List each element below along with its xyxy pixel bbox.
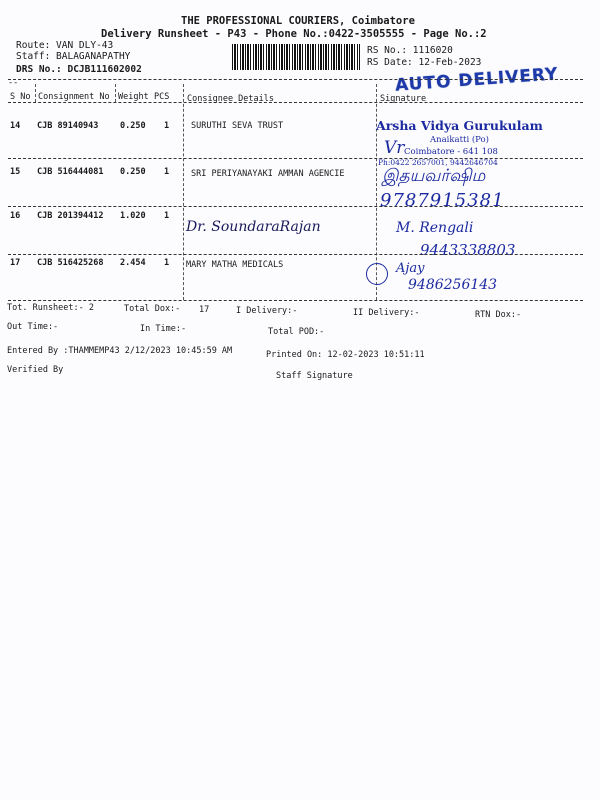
row-rule bbox=[8, 206, 583, 207]
row-consignment: CJB 516425268 bbox=[37, 258, 104, 268]
row-pcs: 1 bbox=[164, 121, 170, 131]
col-header-consignee: Consignee Details bbox=[187, 94, 274, 104]
barcode bbox=[232, 44, 360, 70]
row-consignment: CJB 201394412 bbox=[37, 211, 104, 221]
col-divider bbox=[35, 84, 36, 102]
row-sno: 14 bbox=[10, 121, 21, 131]
row-sno: 16 bbox=[10, 211, 21, 221]
rtn-dox-label: RTN Dox:- bbox=[475, 310, 522, 320]
row-weight: 1.020 bbox=[120, 211, 146, 221]
staff-label: Staff: BALAGANAPATHY bbox=[16, 51, 131, 62]
row-consignee: SRI PERIYANAYAKI AMMAN AGENCIE bbox=[191, 169, 345, 179]
in-time-label: In Time:- bbox=[140, 324, 187, 334]
row-consignee: SURUTHI SEVA TRUST bbox=[191, 121, 284, 131]
seal-line3: Ph:0422 2657001, 9442646704 bbox=[378, 158, 498, 167]
row-weight: 0.250 bbox=[120, 121, 146, 131]
handwritten-name: M. Rengali bbox=[396, 220, 474, 236]
entered-by: Entered By :THAMMEMP43 2/12/2023 10:45:59 AM bbox=[7, 346, 233, 356]
drs-number: DRS No.: DCJB111602002 bbox=[16, 64, 142, 75]
handwritten-phone: 9486256143 bbox=[408, 277, 498, 293]
row-consignee: MARY MATHA MEDICALS bbox=[186, 260, 284, 270]
row-rule bbox=[8, 254, 583, 255]
row-weight: 0.250 bbox=[120, 167, 146, 177]
table-top-rule bbox=[8, 79, 583, 80]
total-dox-value: 17 bbox=[199, 305, 210, 315]
total-pod-label: Total POD:- bbox=[268, 327, 325, 337]
auto-delivery-stamp: AUTO DELIVERY bbox=[394, 64, 560, 96]
printed-on: Printed On: 12-02-2023 10:51:11 bbox=[266, 350, 425, 360]
row-consignment: CJB 89140943 bbox=[37, 121, 99, 131]
row-pcs: 1 bbox=[164, 258, 170, 268]
seal-line2: Coimbatore - 641 108 bbox=[404, 147, 498, 157]
rs-date: RS Date: 12-Feb-2023 bbox=[367, 57, 482, 68]
ii-delivery-label: II Delivery:- bbox=[353, 308, 420, 318]
seal-line1: Anaikatti (Po) bbox=[430, 135, 489, 145]
rs-number: RS No.: 1116020 bbox=[367, 45, 453, 56]
header-bottom-rule bbox=[8, 102, 583, 103]
col-header-weight: Weight bbox=[118, 92, 149, 102]
company-name: THE PROFESSIONAL COURIERS, Coimbatore bbox=[181, 15, 415, 27]
staff-signature: Staff Signature bbox=[276, 371, 353, 381]
row-pcs: 1 bbox=[164, 211, 170, 221]
row-consignment: CJB 516444081 bbox=[37, 167, 104, 177]
i-delivery-label: I Delivery:- bbox=[236, 306, 298, 316]
total-dox-label: Total Dox:- bbox=[124, 304, 181, 314]
col-divider bbox=[183, 84, 184, 300]
col-divider bbox=[115, 84, 116, 102]
col-header-consignment: Consignment No bbox=[38, 92, 110, 102]
out-time-label: Out Time:- bbox=[7, 322, 59, 332]
handwritten-name: Ajay bbox=[396, 261, 425, 276]
signature-initials: Vr bbox=[384, 138, 405, 158]
table-bottom-rule bbox=[8, 300, 583, 301]
handwritten-phone: 9443338803 bbox=[420, 241, 516, 259]
col-header-signature: Signature bbox=[380, 94, 427, 104]
rule-marker: -- bbox=[8, 78, 19, 88]
row-sno: 15 bbox=[10, 167, 21, 177]
verified-by: Verified By bbox=[7, 365, 64, 375]
route-label: Route: VAN DLY-43 bbox=[16, 40, 114, 51]
handwritten-consignee: Dr. SoundaraRajan bbox=[186, 219, 321, 235]
tot-runsheet: Tot. Runsheet:- 2 bbox=[7, 303, 94, 313]
col-header-pcs: PCS bbox=[154, 92, 170, 102]
seal-name: Arsha Vidya Gurukulam bbox=[376, 118, 543, 133]
row-weight: 2.454 bbox=[120, 258, 146, 268]
signature-loop-icon bbox=[366, 263, 388, 285]
row-rule bbox=[8, 158, 583, 159]
row-sno: 17 bbox=[10, 258, 21, 268]
col-header-sno: S No bbox=[10, 92, 31, 102]
runsheet-title: Delivery Runsheet - P43 - Phone No.:0422-3505555 - Page No.:2 bbox=[101, 28, 487, 40]
row-pcs: 1 bbox=[164, 167, 170, 177]
handwritten-phone: 9787915381 bbox=[380, 190, 505, 211]
handwritten-name: இதயவர்ஷிம bbox=[382, 166, 486, 186]
